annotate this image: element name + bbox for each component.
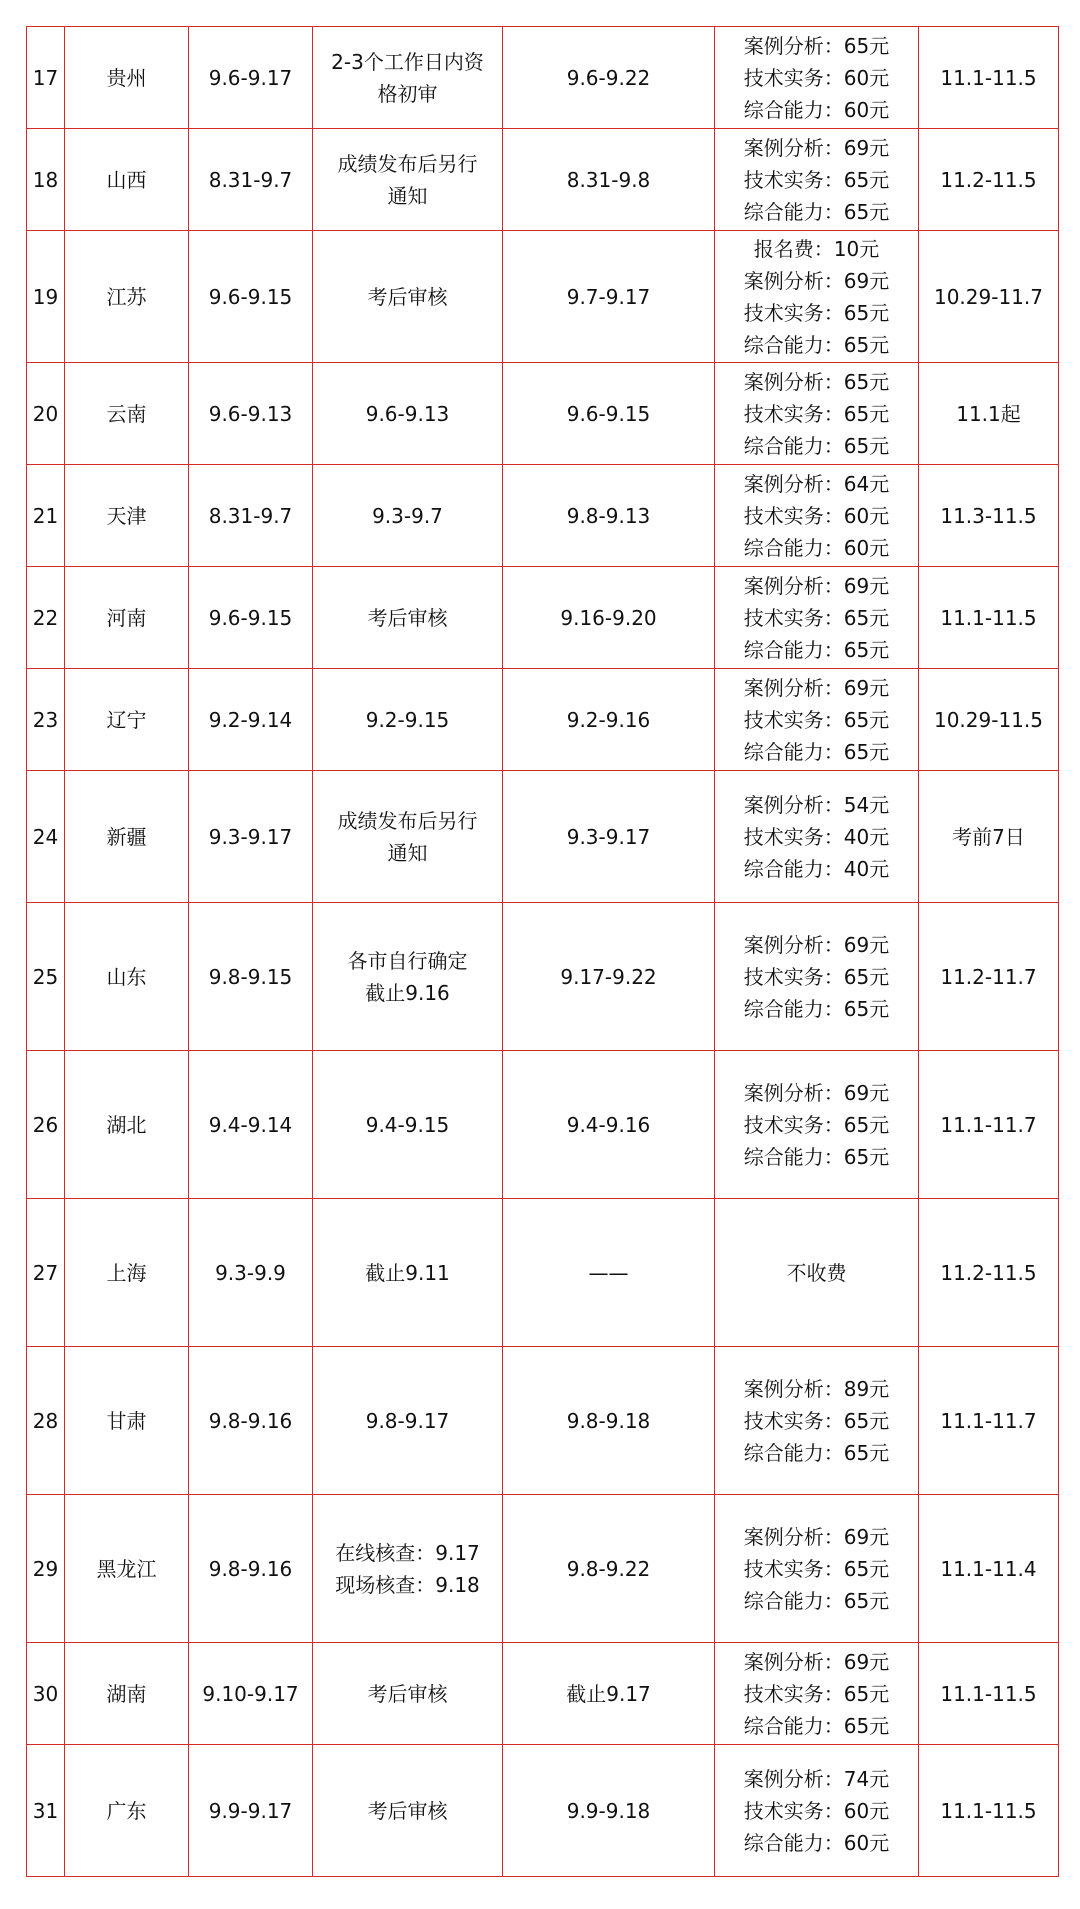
review-cell-line: 考后审核 [367, 284, 448, 309]
fees-cell-line: 不收费 [786, 1260, 847, 1285]
registration-period-cell: 9.6-9.17 [189, 27, 313, 129]
review-cell-line: 各市自行确定 [347, 948, 468, 973]
payment-period-cell: 9.17-9.22 [503, 903, 715, 1051]
payment-period-cell: 截止9.17 [503, 1643, 715, 1745]
review-cell-line: 在线核查：9.17 [335, 1540, 480, 1565]
review-cell-line: 9.6-9.13 [365, 401, 450, 426]
province-cell: 云南 [65, 363, 189, 465]
fees-cell-line: 技术实务：65元 [743, 605, 890, 630]
admission-print-cell: 11.3-11.5 [919, 465, 1059, 567]
review-cell-line: 通知 [387, 183, 428, 208]
admission-print-cell: 11.1-11.5 [919, 567, 1059, 669]
province-cell: 甘肃 [65, 1347, 189, 1495]
fees-cell-line: 案例分析：69元 [743, 1649, 890, 1674]
fees-cell-line: 技术实务：40元 [743, 824, 890, 849]
registration-period-cell: 9.10-9.17 [189, 1643, 313, 1745]
table-row [27, 1347, 1059, 1495]
admission-print-cell: 11.1-11.5 [919, 1745, 1059, 1877]
province-cell: 河南 [65, 567, 189, 669]
admission-print-cell: 11.1-11.7 [919, 1347, 1059, 1495]
registration-period-cell: 8.31-9.7 [189, 129, 313, 231]
registration-period-cell: 9.6-9.15 [189, 567, 313, 669]
fees-cell-line: 案例分析：89元 [743, 1376, 890, 1401]
review-cell-line: 9.8-9.17 [365, 1408, 450, 1433]
fees-cell-line: 案例分析：69元 [743, 135, 890, 160]
province-cell: 辽宁 [65, 669, 189, 771]
table-body [27, 27, 1059, 1877]
payment-period-cell: 9.16-9.20 [503, 567, 715, 669]
table-row [27, 465, 1059, 567]
province-cell: 贵州 [65, 27, 189, 129]
registration-period-cell: 9.6-9.15 [189, 231, 313, 363]
admission-print-cell: 11.1起 [919, 363, 1059, 465]
row-number: 17 [27, 27, 65, 129]
review-cell [313, 771, 503, 903]
table-row [27, 1643, 1059, 1745]
row-number: 20 [27, 363, 65, 465]
fees-cell [715, 231, 919, 363]
exam-schedule-table [26, 26, 1059, 1877]
fees-cell-line: 综合能力：65元 [743, 433, 890, 458]
table-row [27, 771, 1059, 903]
registration-period-cell: 9.9-9.17 [189, 1745, 313, 1877]
row-number: 25 [27, 903, 65, 1051]
fees-cell [715, 1643, 919, 1745]
row-number: 18 [27, 129, 65, 231]
fees-cell-line: 综合能力：60元 [743, 1830, 890, 1855]
fees-cell-line: 案例分析：69元 [743, 1080, 890, 1105]
admission-print-cell: 11.1-11.5 [919, 1643, 1059, 1745]
fees-cell [715, 465, 919, 567]
fees-cell-line: 综合能力：65元 [743, 1588, 890, 1613]
province-cell: 湖南 [65, 1643, 189, 1745]
fees-cell-line: 技术实务：65元 [743, 300, 890, 325]
table-row [27, 669, 1059, 771]
row-number: 23 [27, 669, 65, 771]
review-cell-line: 9.2-9.15 [365, 707, 450, 732]
review-cell [313, 231, 503, 363]
table-row [27, 231, 1059, 363]
row-number: 30 [27, 1643, 65, 1745]
fees-cell-line: 综合能力：60元 [743, 535, 890, 560]
fees-cell-line: 综合能力：65元 [743, 1144, 890, 1169]
payment-period-cell: 9.4-9.16 [503, 1051, 715, 1199]
fees-cell-line: 技术实务：65元 [743, 1112, 890, 1137]
fees-cell-line: 案例分析：65元 [743, 369, 890, 394]
fees-cell-line: 技术实务：65元 [743, 1556, 890, 1581]
fees-cell-line: 案例分析：69元 [743, 1524, 890, 1549]
fees-cell-line: 综合能力：65元 [743, 199, 890, 224]
fees-cell-line: 综合能力：65元 [743, 996, 890, 1021]
fees-cell-line: 技术实务：60元 [743, 503, 890, 528]
fees-cell [715, 903, 919, 1051]
province-cell: 新疆 [65, 771, 189, 903]
table-row [27, 903, 1059, 1051]
fees-cell-line: 案例分析：54元 [743, 792, 890, 817]
fees-cell-line: 技术实务：65元 [743, 1408, 890, 1433]
province-cell: 山东 [65, 903, 189, 1051]
fees-cell-line: 案例分析：65元 [743, 33, 890, 58]
row-number: 28 [27, 1347, 65, 1495]
fees-cell-line: 案例分析：74元 [743, 1766, 890, 1791]
fees-cell-line: 报名费：10元 [753, 236, 880, 261]
table-row [27, 27, 1059, 129]
fees-cell-line: 技术实务：65元 [743, 167, 890, 192]
registration-period-cell: 8.31-9.7 [189, 465, 313, 567]
fees-cell-line: 技术实务：65元 [743, 707, 890, 732]
fees-cell [715, 27, 919, 129]
registration-period-cell: 9.4-9.14 [189, 1051, 313, 1199]
payment-period-cell: 9.9-9.18 [503, 1745, 715, 1877]
admission-print-cell: 11.2-11.5 [919, 129, 1059, 231]
fees-cell-line: 综合能力：65元 [743, 1440, 890, 1465]
admission-print-cell: 11.1-11.4 [919, 1495, 1059, 1643]
fees-cell-line: 综合能力：60元 [743, 97, 890, 122]
fees-cell [715, 567, 919, 669]
admission-print-cell: 10.29-11.5 [919, 669, 1059, 771]
fees-cell [715, 1199, 919, 1347]
review-cell-line: 2-3个工作日内资 [331, 49, 484, 74]
payment-period-cell: 9.3-9.17 [503, 771, 715, 903]
review-cell-line: 考后审核 [367, 1798, 448, 1823]
review-cell-line: 截止9.16 [365, 980, 450, 1005]
row-number: 29 [27, 1495, 65, 1643]
review-cell-line: 截止9.11 [365, 1260, 450, 1285]
province-cell: 江苏 [65, 231, 189, 363]
review-cell [313, 1347, 503, 1495]
province-cell: 山西 [65, 129, 189, 231]
admission-print-cell: 11.2-11.7 [919, 903, 1059, 1051]
row-number: 19 [27, 231, 65, 363]
fees-cell-line: 案例分析：69元 [743, 573, 890, 598]
fees-cell-line: 综合能力：65元 [743, 1713, 890, 1738]
review-cell-line: 现场核查：9.18 [335, 1572, 480, 1597]
payment-period-cell: —— [503, 1199, 715, 1347]
review-cell [313, 669, 503, 771]
row-number: 27 [27, 1199, 65, 1347]
province-cell: 上海 [65, 1199, 189, 1347]
table-row [27, 363, 1059, 465]
review-cell [313, 567, 503, 669]
fees-cell-line: 综合能力：65元 [743, 739, 890, 764]
payment-period-cell: 8.31-9.8 [503, 129, 715, 231]
fees-cell [715, 669, 919, 771]
fees-cell-line: 技术实务：65元 [743, 1681, 890, 1706]
review-cell-line: 9.4-9.15 [365, 1112, 450, 1137]
province-cell: 黑龙江 [65, 1495, 189, 1643]
province-cell: 广东 [65, 1745, 189, 1877]
review-cell [313, 129, 503, 231]
fees-cell [715, 1347, 919, 1495]
review-cell-line: 成绩发布后另行 [337, 151, 478, 176]
fees-cell [715, 363, 919, 465]
review-cell-line: 通知 [387, 840, 428, 865]
row-number: 31 [27, 1745, 65, 1877]
fees-cell-line: 技术实务：65元 [743, 401, 890, 426]
review-cell [313, 1495, 503, 1643]
review-cell [313, 1051, 503, 1199]
fees-cell-line: 案例分析：64元 [743, 471, 890, 496]
admission-print-cell: 11.1-11.5 [919, 27, 1059, 129]
fees-cell-line: 技术实务：65元 [743, 964, 890, 989]
province-cell: 湖北 [65, 1051, 189, 1199]
table-row [27, 1199, 1059, 1347]
review-cell [313, 363, 503, 465]
fees-cell [715, 129, 919, 231]
fees-cell-line: 综合能力：40元 [743, 856, 890, 881]
fees-cell-line: 技术实务：60元 [743, 1798, 890, 1823]
fees-cell-line: 案例分析：69元 [743, 675, 890, 700]
review-cell [313, 903, 503, 1051]
table-row [27, 567, 1059, 669]
registration-period-cell: 9.3-9.17 [189, 771, 313, 903]
review-cell-line: 格初审 [377, 81, 438, 106]
fees-cell-line: 技术实务：60元 [743, 65, 890, 90]
fees-cell-line: 案例分析：69元 [743, 268, 890, 293]
payment-period-cell: 9.6-9.22 [503, 27, 715, 129]
payment-period-cell: 9.6-9.15 [503, 363, 715, 465]
payment-period-cell: 9.7-9.17 [503, 231, 715, 363]
payment-period-cell: 9.8-9.18 [503, 1347, 715, 1495]
payment-period-cell: 9.8-9.13 [503, 465, 715, 567]
fees-cell-line: 综合能力：65元 [743, 332, 890, 357]
admission-print-cell: 考前7日 [919, 771, 1059, 903]
review-cell-line: 9.3-9.7 [372, 503, 443, 528]
payment-period-cell: 9.2-9.16 [503, 669, 715, 771]
registration-period-cell: 9.8-9.16 [189, 1347, 313, 1495]
admission-print-cell: 10.29-11.7 [919, 231, 1059, 363]
table-row [27, 1051, 1059, 1199]
row-number: 21 [27, 465, 65, 567]
payment-period-cell: 9.8-9.22 [503, 1495, 715, 1643]
fees-cell-line: 案例分析：69元 [743, 932, 890, 957]
fees-cell-line: 综合能力：65元 [743, 637, 890, 662]
review-cell [313, 27, 503, 129]
fees-cell [715, 1745, 919, 1877]
admission-print-cell: 11.1-11.7 [919, 1051, 1059, 1199]
registration-period-cell: 9.3-9.9 [189, 1199, 313, 1347]
review-cell [313, 1745, 503, 1877]
registration-period-cell: 9.6-9.13 [189, 363, 313, 465]
table-row [27, 1745, 1059, 1877]
table-row [27, 129, 1059, 231]
fees-cell [715, 1495, 919, 1643]
review-cell-line: 考后审核 [367, 1681, 448, 1706]
fees-cell [715, 1051, 919, 1199]
registration-period-cell: 9.8-9.15 [189, 903, 313, 1051]
fees-cell [715, 771, 919, 903]
review-cell [313, 1643, 503, 1745]
table-row [27, 1495, 1059, 1643]
review-cell [313, 465, 503, 567]
row-number: 22 [27, 567, 65, 669]
row-number: 26 [27, 1051, 65, 1199]
registration-period-cell: 9.2-9.14 [189, 669, 313, 771]
review-cell-line: 成绩发布后另行 [337, 808, 478, 833]
registration-period-cell: 9.8-9.16 [189, 1495, 313, 1643]
admission-print-cell: 11.2-11.5 [919, 1199, 1059, 1347]
review-cell-line: 考后审核 [367, 605, 448, 630]
row-number: 24 [27, 771, 65, 903]
review-cell [313, 1199, 503, 1347]
province-cell: 天津 [65, 465, 189, 567]
